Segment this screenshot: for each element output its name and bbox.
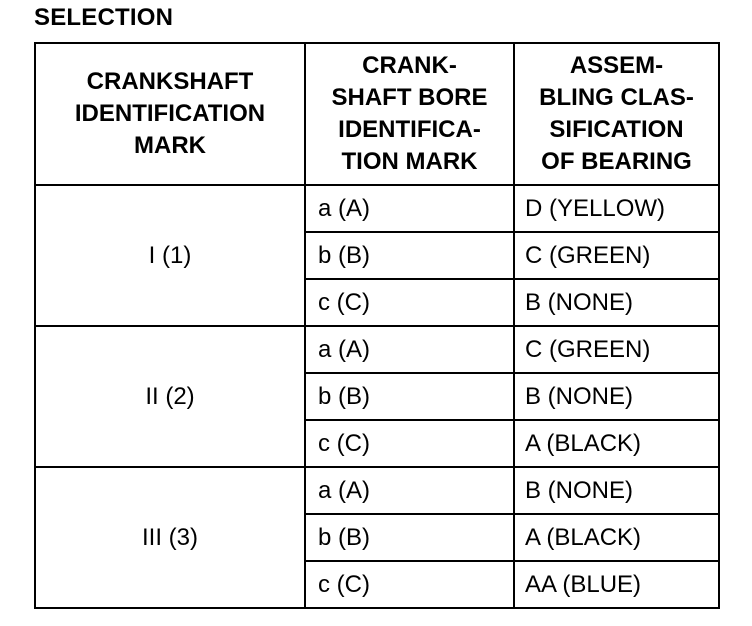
bore-mark-cell: b (B) [305,232,514,279]
bearing-class-cell: A (BLACK) [514,420,719,467]
header-line: BLING CLAS- [539,84,694,111]
page-title: SELECTION [34,4,174,31]
bore-mark-cell: c (C) [305,279,514,326]
table-row [35,185,719,232]
header-line: ASSEM- [569,52,664,79]
bearing-class-cell: B (NONE) [514,373,719,420]
crankshaft-mark-cell: II (2) [35,326,305,467]
table-row [35,326,719,373]
bore-mark-cell: b (B) [305,514,514,561]
crankshaft-mark-cell: III (3) [35,467,305,608]
header-line: SIFICATION [549,116,684,143]
header-row [35,43,719,185]
bearing-class-cell: D (YELLOW) [514,185,719,232]
header-line: SHAFT BORE [331,84,488,111]
table-row [35,467,719,514]
bearing-class-cell: AA (BLUE) [514,561,719,608]
bore-mark-cell: a (A) [305,326,514,373]
header-line: MARK [134,132,206,159]
bore-mark-cell: c (C) [305,420,514,467]
bore-mark-cell: a (A) [305,185,514,232]
header-line: IDENTIFICATION [74,100,266,127]
bearing-class-cell: A (BLACK) [514,514,719,561]
header-line: IDENTIFICA- [338,116,481,143]
header-crankshaft-bore-identification-mark [305,43,514,185]
header-line: CRANK- [362,52,457,79]
bore-mark-cell: a (A) [305,467,514,514]
bearing-class-cell: C (GREEN) [514,326,719,373]
header-line: OF BEARING [541,148,692,175]
crankshaft-mark-cell: I (1) [35,185,305,326]
header-crankshaft-identification-mark [35,43,305,185]
bearing-class-cell: B (NONE) [514,467,719,514]
bearing-class-cell: C (GREEN) [514,232,719,279]
bearing-class-cell: B (NONE) [514,279,719,326]
header-line: CRANKSHAFT [86,68,254,95]
header-line: TION MARK [341,148,478,175]
bore-mark-cell: b (B) [305,373,514,420]
selection-table [34,42,720,609]
header-assembling-classification [514,43,719,185]
bore-mark-cell: c (C) [305,561,514,608]
